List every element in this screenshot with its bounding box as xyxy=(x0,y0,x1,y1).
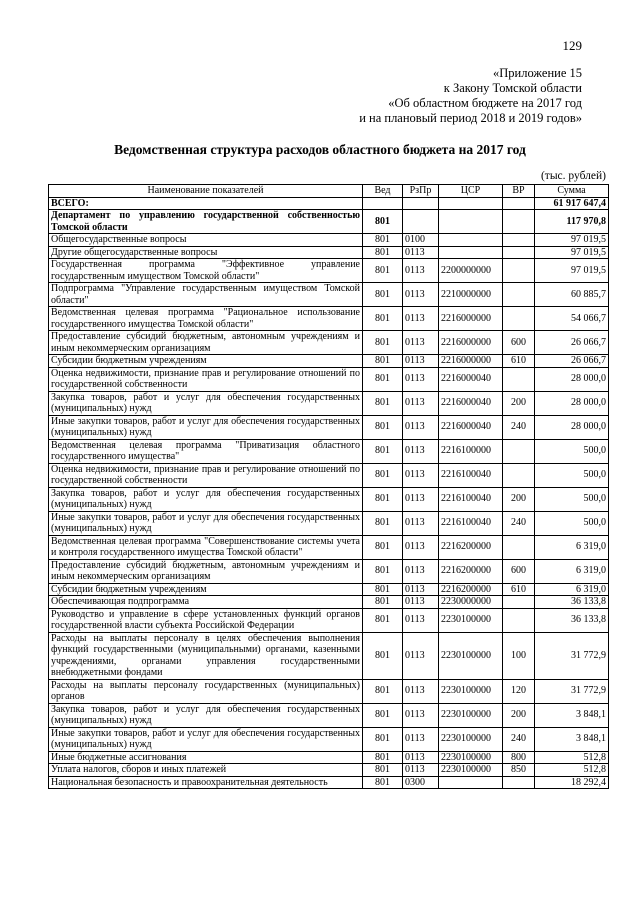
cell-rzpr: 0113 xyxy=(403,559,439,583)
cell-ved: 801 xyxy=(363,751,403,764)
table-row xyxy=(49,307,609,331)
table-row xyxy=(49,391,609,415)
cell-vr: 240 xyxy=(503,415,535,439)
cell-name: Национальная безопасность и правоохранительная деятельность xyxy=(49,776,363,789)
table-header-row xyxy=(49,185,609,198)
cell-csr: 2230100000 xyxy=(439,703,503,727)
appendix-line: «Приложение 15 xyxy=(493,66,582,80)
cell-name: Ведомственная целевая программа "Рациональное использование государственного имущества Томской области" xyxy=(49,307,363,331)
header-sum: Сумма xyxy=(535,185,609,198)
cell-vr xyxy=(503,307,535,331)
header-vr: ВР xyxy=(503,185,535,198)
cell-sum: 28 000,0 xyxy=(535,391,609,415)
cell-rzpr: 0113 xyxy=(403,679,439,703)
cell-sum: 500,0 xyxy=(535,511,609,535)
cell-name: Оценка недвижимости, признание прав и регулирование отношений по государственной собственности xyxy=(49,463,363,487)
cell-rzpr: 0113 xyxy=(403,511,439,535)
cell-sum: 3 848,1 xyxy=(535,727,609,751)
cell-sum: 97 019,5 xyxy=(535,259,609,283)
cell-rzpr: 0113 xyxy=(403,439,439,463)
table-row xyxy=(49,511,609,535)
cell-rzpr xyxy=(403,210,439,234)
cell-name: Закупка товаров, работ и услуг для обеспечения государственных (муниципальных) нужд xyxy=(49,703,363,727)
cell-vr: 200 xyxy=(503,703,535,727)
cell-sum: 28 000,0 xyxy=(535,415,609,439)
table-row xyxy=(49,703,609,727)
cell-vr xyxy=(503,259,535,283)
table-row xyxy=(49,608,609,632)
table-row xyxy=(49,210,609,234)
header-rzpr: РзПр xyxy=(403,185,439,198)
cell-sum: 36 133,8 xyxy=(535,608,609,632)
cell-csr: 2230100000 xyxy=(439,751,503,764)
cell-csr: 2216000040 xyxy=(439,391,503,415)
cell-ved: 801 xyxy=(363,439,403,463)
cell-name: Предоставление субсидий бюджетным, автономным учреждениям и иным некоммерческим организациям xyxy=(49,559,363,583)
cell-csr: 2230100000 xyxy=(439,727,503,751)
cell-vr xyxy=(503,439,535,463)
cell-ved: 801 xyxy=(363,608,403,632)
cell-csr: 2216100040 xyxy=(439,511,503,535)
cell-ved: 801 xyxy=(363,559,403,583)
cell-vr: 200 xyxy=(503,391,535,415)
cell-rzpr: 0113 xyxy=(403,727,439,751)
cell-vr xyxy=(503,596,535,609)
cell-ved: 801 xyxy=(363,331,403,355)
cell-rzpr: 0113 xyxy=(403,391,439,415)
cell-rzpr: 0113 xyxy=(403,283,439,307)
table-row xyxy=(49,197,609,210)
appendix-line: «Об областном бюджете на 2017 год xyxy=(388,96,582,110)
cell-sum: 3 848,1 xyxy=(535,703,609,727)
cell-rzpr: 0300 xyxy=(403,776,439,789)
cell-csr: 2216000000 xyxy=(439,331,503,355)
cell-csr: 2216100040 xyxy=(439,463,503,487)
cell-vr: 610 xyxy=(503,583,535,596)
cell-rzpr: 0113 xyxy=(403,596,439,609)
cell-vr xyxy=(503,234,535,247)
table-row xyxy=(49,487,609,511)
document-title: Ведомственная структура расходов областного бюджета на 2017 год xyxy=(114,142,526,157)
cell-rzpr: 0113 xyxy=(403,259,439,283)
table-row xyxy=(49,283,609,307)
cell-ved: 801 xyxy=(363,463,403,487)
cell-vr: 200 xyxy=(503,487,535,511)
cell-ved: 801 xyxy=(363,703,403,727)
cell-name: Государственная программа "Эффективное управление государственным имуществом Томской области" xyxy=(49,259,363,283)
table-row xyxy=(49,415,609,439)
cell-ved: 801 xyxy=(363,415,403,439)
cell-csr: 2230100000 xyxy=(439,632,503,679)
cell-vr: 240 xyxy=(503,727,535,751)
table-row xyxy=(49,596,609,609)
table-row xyxy=(49,764,609,777)
cell-ved: 801 xyxy=(363,283,403,307)
cell-csr: 2230000000 xyxy=(439,596,503,609)
cell-csr xyxy=(439,197,503,210)
cell-csr: 2230100000 xyxy=(439,764,503,777)
cell-name: Ведомственная целевая программа "Приватизация областного государственного имущества" xyxy=(49,439,363,463)
cell-ved: 801 xyxy=(363,511,403,535)
cell-ved: 801 xyxy=(363,355,403,368)
cell-vr xyxy=(503,197,535,210)
table-row xyxy=(49,463,609,487)
cell-rzpr: 0113 xyxy=(403,632,439,679)
cell-rzpr: 0100 xyxy=(403,234,439,247)
cell-ved: 801 xyxy=(363,307,403,331)
cell-name: Закупка товаров, работ и услуг для обеспечения государственных (муниципальных) нужд xyxy=(49,487,363,511)
cell-csr: 2216000000 xyxy=(439,355,503,368)
cell-sum: 31 772,9 xyxy=(535,679,609,703)
cell-sum: 500,0 xyxy=(535,487,609,511)
cell-vr xyxy=(503,367,535,391)
cell-vr: 120 xyxy=(503,679,535,703)
cell-rzpr: 0113 xyxy=(403,751,439,764)
cell-csr: 2216200000 xyxy=(439,535,503,559)
cell-vr: 850 xyxy=(503,764,535,777)
table-row xyxy=(49,679,609,703)
cell-csr: 2230100000 xyxy=(439,679,503,703)
cell-name: Уплата налогов, сборов и иных платежей xyxy=(49,764,363,777)
cell-ved: 801 xyxy=(363,727,403,751)
cell-rzpr: 0113 xyxy=(403,583,439,596)
cell-ved: 801 xyxy=(363,596,403,609)
cell-sum: 97 019,5 xyxy=(535,246,609,259)
cell-ved: 801 xyxy=(363,234,403,247)
cell-sum: 512,8 xyxy=(535,751,609,764)
cell-name: Другие общегосударственные вопросы xyxy=(49,246,363,259)
table-row xyxy=(49,751,609,764)
cell-ved: 801 xyxy=(363,679,403,703)
cell-rzpr: 0113 xyxy=(403,608,439,632)
cell-name: Иные закупки товаров, работ и услуг для обеспечения государственных (муниципальных) нужд xyxy=(49,727,363,751)
cell-ved: 801 xyxy=(363,367,403,391)
cell-rzpr: 0113 xyxy=(403,764,439,777)
table-body xyxy=(49,197,609,789)
cell-vr: 610 xyxy=(503,355,535,368)
cell-csr: 2230100000 xyxy=(439,608,503,632)
cell-ved: 801 xyxy=(363,535,403,559)
cell-rzpr: 0113 xyxy=(403,463,439,487)
table-row xyxy=(49,583,609,596)
cell-ved: 801 xyxy=(363,776,403,789)
cell-name: Расходы на выплаты персоналу государственных (муниципальных) органов xyxy=(49,679,363,703)
cell-sum: 28 000,0 xyxy=(535,367,609,391)
table-row xyxy=(49,259,609,283)
table-row xyxy=(49,632,609,679)
cell-sum: 36 133,8 xyxy=(535,596,609,609)
cell-rzpr: 0113 xyxy=(403,487,439,511)
header-ved: Вед xyxy=(363,185,403,198)
cell-name: Ведомственная целевая программа "Совершенствование системы учета и контроля государственного имущества Томской области" xyxy=(49,535,363,559)
header-name: Наименование показателей xyxy=(49,185,363,198)
cell-rzpr: 0113 xyxy=(403,367,439,391)
cell-ved: 801 xyxy=(363,487,403,511)
cell-ved: 801 xyxy=(363,391,403,415)
cell-name: Обеспечивающая подпрограмма xyxy=(49,596,363,609)
header-csr: ЦСР xyxy=(439,185,503,198)
cell-sum: 97 019,5 xyxy=(535,234,609,247)
cell-csr: 2216000040 xyxy=(439,367,503,391)
cell-rzpr: 0113 xyxy=(403,415,439,439)
cell-vr xyxy=(503,463,535,487)
cell-rzpr: 0113 xyxy=(403,535,439,559)
cell-vr xyxy=(503,210,535,234)
cell-name: Иные бюджетные ассигнования xyxy=(49,751,363,764)
cell-name: Руководство и управление в сфере установленных функций органов государственной власти субъекта Российской Федерации xyxy=(49,608,363,632)
cell-sum: 26 066,7 xyxy=(535,355,609,368)
cell-name: Общегосударственные вопросы xyxy=(49,234,363,247)
cell-rzpr: 0113 xyxy=(403,331,439,355)
cell-csr: 2216100000 xyxy=(439,439,503,463)
table-row xyxy=(49,439,609,463)
table-row xyxy=(49,559,609,583)
cell-csr: 2216100040 xyxy=(439,487,503,511)
table-row xyxy=(49,535,609,559)
cell-ved: 801 xyxy=(363,246,403,259)
cell-csr: 2216000040 xyxy=(439,415,503,439)
cell-ved: 801 xyxy=(363,210,403,234)
cell-csr xyxy=(439,776,503,789)
cell-sum: 6 319,0 xyxy=(535,535,609,559)
cell-name: Субсидии бюджетным учреждениям xyxy=(49,583,363,596)
appendix-line: к Закону Томской области xyxy=(443,81,582,95)
cell-sum: 31 772,9 xyxy=(535,632,609,679)
cell-name: ВСЕГО: xyxy=(49,197,363,210)
cell-ved: 801 xyxy=(363,764,403,777)
table-row xyxy=(49,331,609,355)
cell-vr: 100 xyxy=(503,632,535,679)
appendix-line: и на плановый период 2018 и 2019 годов» xyxy=(359,111,582,125)
cell-csr xyxy=(439,246,503,259)
cell-sum: 60 885,7 xyxy=(535,283,609,307)
cell-name: Предоставление субсидий бюджетным, автономным учреждениям и иным некоммерческим организациям xyxy=(49,331,363,355)
cell-rzpr: 0113 xyxy=(403,246,439,259)
cell-sum: 54 066,7 xyxy=(535,307,609,331)
cell-ved xyxy=(363,197,403,210)
units-label: (тыс. рублей) xyxy=(540,170,606,182)
cell-name: Закупка товаров, работ и услуг для обеспечения государственных (муниципальных) нужд xyxy=(49,391,363,415)
cell-rzpr: 0113 xyxy=(403,307,439,331)
cell-csr: 2200000000 xyxy=(439,259,503,283)
cell-rzpr xyxy=(403,197,439,210)
table-row xyxy=(49,246,609,259)
cell-vr xyxy=(503,246,535,259)
cell-name: Иные закупки товаров, работ и услуг для обеспечения государственных (муниципальных) нужд xyxy=(49,511,363,535)
cell-name: Департамент по управлению государственной собственностью Томской области xyxy=(49,210,363,234)
cell-sum: 117 970,8 xyxy=(535,210,609,234)
cell-sum: 18 292,4 xyxy=(535,776,609,789)
page-number: 129 xyxy=(562,38,582,53)
cell-vr xyxy=(503,535,535,559)
cell-vr: 240 xyxy=(503,511,535,535)
cell-vr: 600 xyxy=(503,331,535,355)
cell-csr xyxy=(439,210,503,234)
cell-sum: 512,8 xyxy=(535,764,609,777)
cell-ved: 801 xyxy=(363,583,403,596)
cell-sum: 6 319,0 xyxy=(535,559,609,583)
cell-vr xyxy=(503,283,535,307)
expenditure-table xyxy=(48,184,609,789)
cell-rzpr: 0113 xyxy=(403,703,439,727)
cell-name: Расходы на выплаты персоналу в целях обеспечения выполнения функций государственными (муниципальными) органами, казенными учреждениями, органами управления государственными внебюджетными фондами xyxy=(49,632,363,679)
cell-rzpr: 0113 xyxy=(403,355,439,368)
table-row xyxy=(49,234,609,247)
cell-name: Субсидии бюджетным учреждениям xyxy=(49,355,363,368)
table-row xyxy=(49,727,609,751)
cell-sum: 500,0 xyxy=(535,463,609,487)
cell-vr xyxy=(503,608,535,632)
cell-csr: 2216200000 xyxy=(439,559,503,583)
cell-sum: 26 066,7 xyxy=(535,331,609,355)
appendix-header xyxy=(359,66,582,126)
cell-vr xyxy=(503,776,535,789)
cell-ved: 801 xyxy=(363,259,403,283)
cell-csr: 2216000000 xyxy=(439,307,503,331)
cell-csr: 2216200000 xyxy=(439,583,503,596)
table-row xyxy=(49,367,609,391)
cell-ved: 801 xyxy=(363,632,403,679)
cell-vr: 600 xyxy=(503,559,535,583)
cell-csr xyxy=(439,234,503,247)
cell-name: Иные закупки товаров, работ и услуг для обеспечения государственных (муниципальных) нужд xyxy=(49,415,363,439)
table-row xyxy=(49,776,609,789)
cell-sum: 6 319,0 xyxy=(535,583,609,596)
cell-csr: 2210000000 xyxy=(439,283,503,307)
cell-name: Подпрограмма "Управление государственным имуществом Томской области" xyxy=(49,283,363,307)
cell-sum: 500,0 xyxy=(535,439,609,463)
table-row xyxy=(49,355,609,368)
cell-name: Оценка недвижимости, признание прав и регулирование отношений по государственной собственности xyxy=(49,367,363,391)
cell-vr: 800 xyxy=(503,751,535,764)
cell-sum: 61 917 647,4 xyxy=(535,197,609,210)
